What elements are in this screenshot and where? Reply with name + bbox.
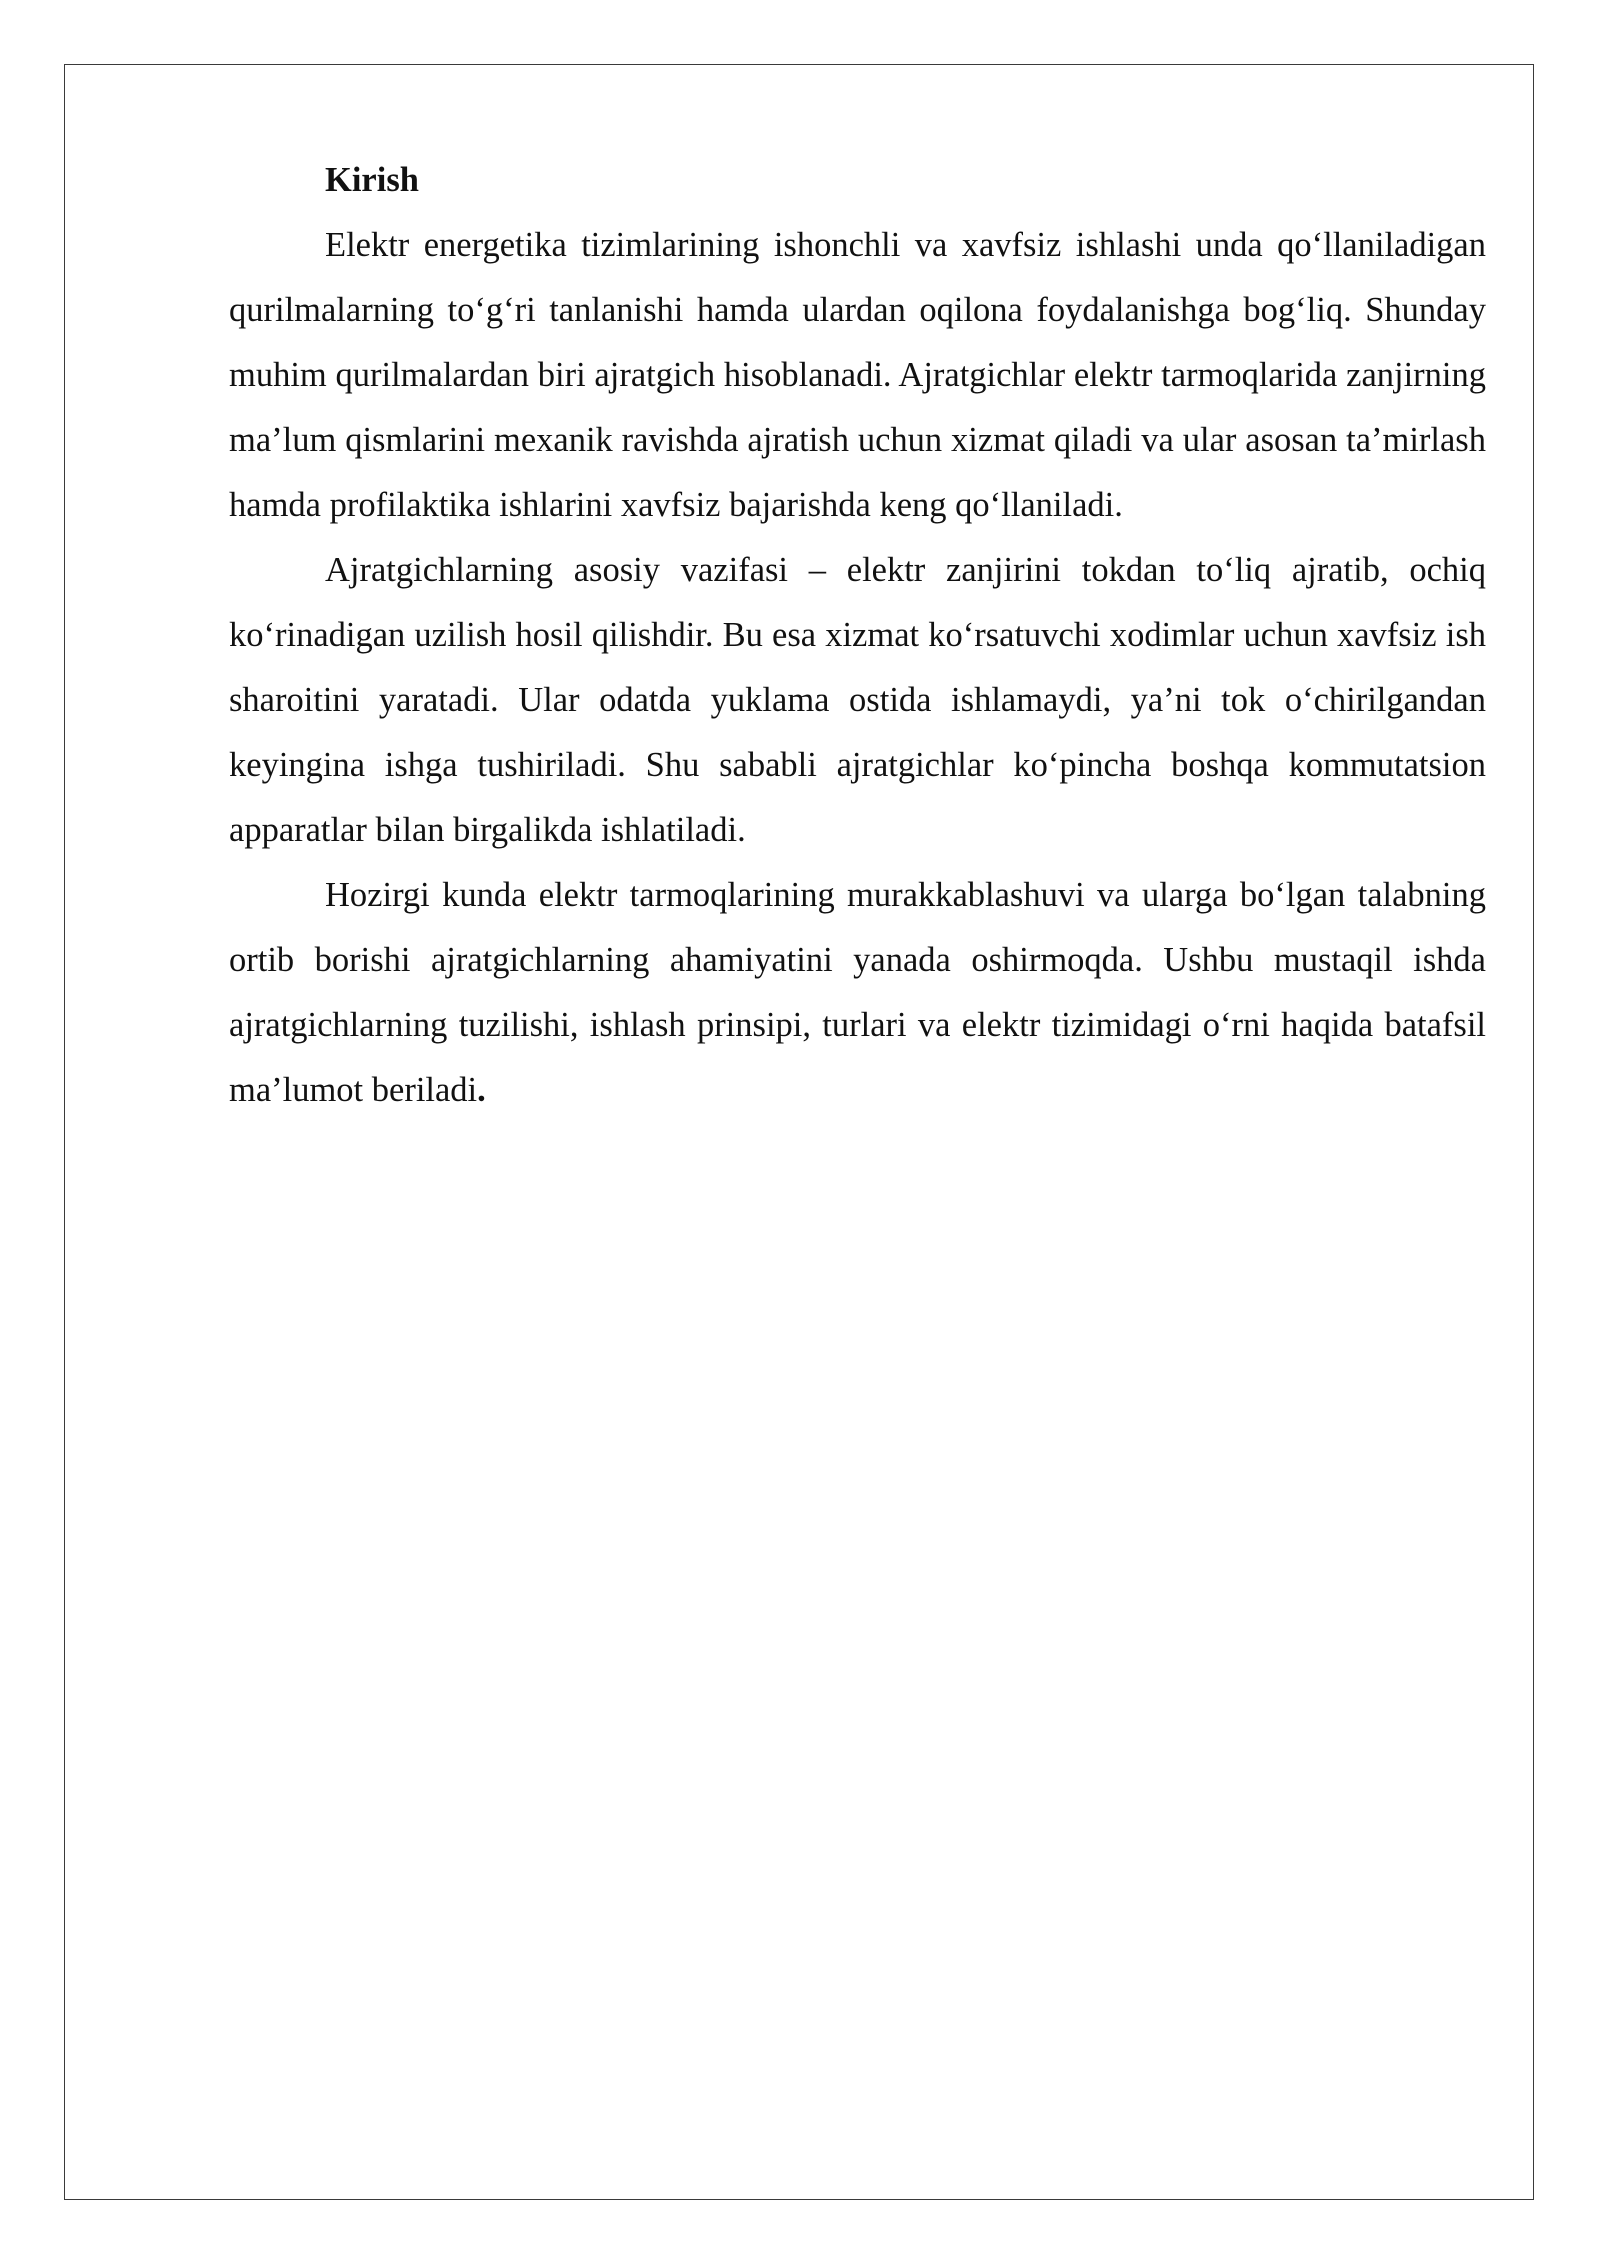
document-body xyxy=(229,148,1486,1123)
paragraph-3-final-period: . xyxy=(477,1071,486,1109)
paragraph-3-text: Hozirgi kunda elektr tarmoqlarining murakkablashuvi va ularga bo‘lgan talabning ortib borishi ajratgichlarning ahamiyatini yanada oshirmoqda. Ushbu mustaqil ishda ajratgichlarning tuzilishi, ishlash prinsipi, turlari va elektr tizimidagi o‘rni haqida batafsil ma’lumot beriladi xyxy=(229,876,1486,1109)
paragraph-1: Elektr energetika tizimlarining ishonchli va xavfsiz ishlashi unda qo‘llaniladigan qurilmalarning to‘g‘ri tanlanishi hamda ulardan oqilona foydalanishga bog‘liq. Shunday muhim qurilmalardan biri ajratgich hisoblanadi. Ajratgichlar elektr tarmoqlarida zanjirning ma’lum qismlarini mexanik ravishda ajratish uchun xizmat qiladi va ular asosan ta’mirlash hamda profilaktika ishlarini xavfsiz bajarishda keng qo‘llaniladi. xyxy=(229,226,1486,524)
paragraph-2: Ajratgichlarning asosiy vazifasi – elektr zanjirini tokdan to‘liq ajratib, ochiq ko‘rinadigan uzilish hosil qilishdir. Bu esa xizmat ko‘rsatuvchi xodimlar uchun xavfsiz ish sharoitini yaratadi. Ular odatda yuklama ostida ishlamaydi, ya’ni tok o‘chirilgandan keyingina ishga tushiriladi. Shu sababli ajratgichlar ko‘pincha boshqa kommutatsion apparatlar bilan birgalikda ishlatiladi. xyxy=(229,551,1486,849)
section-heading: Kirish xyxy=(325,161,419,199)
paragraph-3 xyxy=(229,863,1486,1123)
